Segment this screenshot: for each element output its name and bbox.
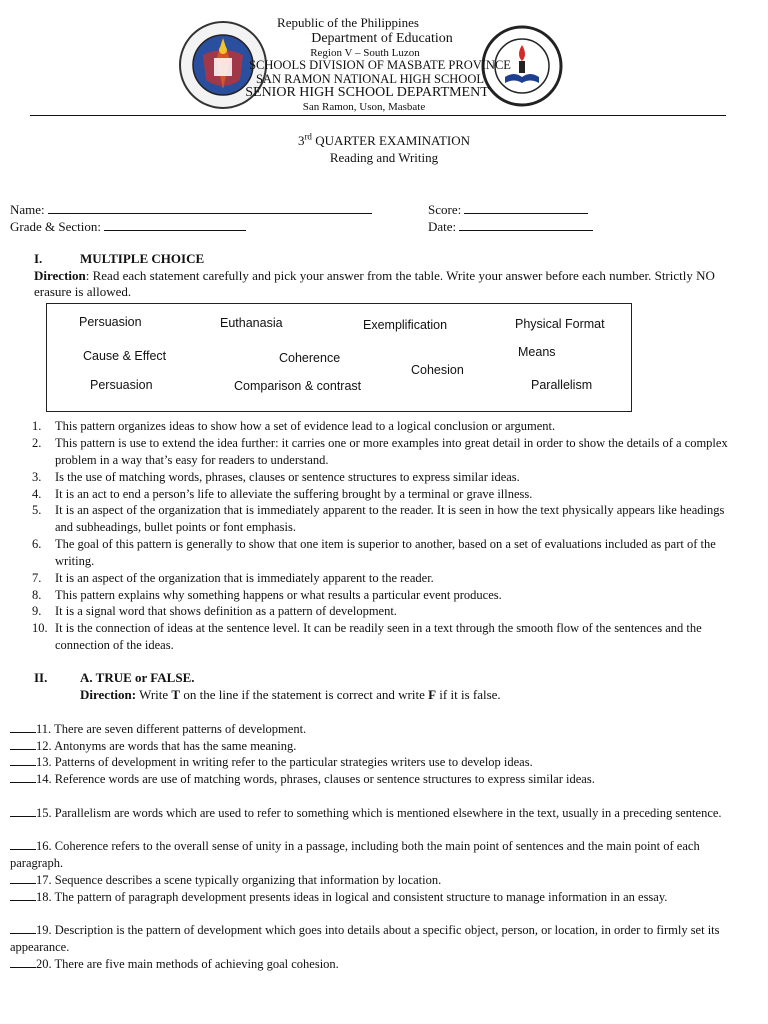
tf-item: 18. The pattern of paragraph development presents ideas in logical and consistent structure to manage information in an essay. [10,889,722,906]
answer-blank[interactable] [10,957,36,968]
answer-blank[interactable] [10,873,36,884]
score-field[interactable] [428,201,588,217]
mc-item: 10. It is the connection of ideas at the sentence level. It can be readily seen in a text through the smooth flow of the sentences and the connection of the ideas. [32,621,702,652]
exam-title: 3rd QUARTER EXAMINATION [297,131,471,148]
choice-item: Physical Format [515,317,605,331]
answer-blank[interactable] [10,923,36,934]
date-blank[interactable] [459,218,593,231]
choice-item: Coherence [279,351,341,365]
tf-item: 16. Coherence refers to the overall sense of unity in a passage, including both the main point of sentences and the main point of each paragraph. [10,839,700,870]
answer-blank[interactable] [10,772,36,783]
region-line: Region V – South Luzon [310,47,420,59]
tf-item: 15. Parallelism are words which are used to refer to something which is mentioned elsewhere in the text, usually in a preceding sentence. [10,805,722,822]
part2-direction: Direction: Write T on the line if the statement is correct and write F if it is false. [80,687,501,702]
choice-item: Persuasion [79,315,142,329]
answer-blank[interactable] [10,890,36,901]
score-blank[interactable] [464,201,588,214]
mc-item: 9. It is a signal word that shows definition as a pattern of development. [32,604,397,618]
part1-direction [34,268,724,300]
part1-direction-label: Direction [34,268,86,283]
answer-blank[interactable] [10,739,36,750]
mc-item: 4. It is an act to end a person’s life to alleviate the suffering brought by a terminal or grave illness. [32,487,533,501]
part1-direction-text: : Read each statement carefully and pick your answer from the table. Write your answer before each number. Strictly NO erasure is allowed. [34,268,715,299]
address-line: San Ramon, Uson, Masbate [302,101,426,113]
tf-item: 17. Sequence describes a scene typically organizing that information by location. [10,872,722,889]
school-line: SAN RAMON NATIONAL HIGH SCHOOL [255,72,484,86]
republic-line: Republic of the Philippines [277,15,419,30]
mc-item: 7. It is an aspect of the organization that is immediately apparent to the reader. [32,571,434,585]
header-divider [30,115,726,116]
mc-item: 2. This pattern is use to extend the idea further: it carries one or more examples into great detail in order to show the details of a complex problem in a way that’s easy for readers to understand. [32,436,728,467]
choice-item: Persuasion [90,378,153,392]
name-label: Name: [10,202,45,217]
mc-item: 6. The goal of this pattern is generally to show that one item is superior to another, based on a set of evaluations included as part of the writing. [32,537,716,568]
answer-blank[interactable] [10,755,36,766]
department-title: SENIOR HIGH SCHOOL DEPARTMENT [245,85,489,100]
answer-blank[interactable] [10,839,36,850]
score-label: Score: [428,202,462,217]
part1-numeral: I. [34,251,43,266]
mc-item: 3. Is the use of matching words, phrases, clauses or sentence structures to express similar ideas. [32,470,520,484]
exam-subject: Reading and Writing [329,150,439,165]
tf-item: 13. Patterns of development in writing refer to the particular strategies writers use to develop ideas. [10,754,722,771]
part2-numeral: II. [34,670,48,685]
part1-title: MULTIPLE CHOICE [80,251,205,266]
choice-item: Exemplification [363,318,448,332]
tf-item: 14. Reference words are use of matching words, phrases, clauses or sentence structures to express similar ideas. [10,771,722,788]
date-field[interactable] [428,218,593,234]
choice-item: Means [518,345,556,359]
department-line: Department of Education [311,31,453,46]
choice-item: Cohesion [411,363,464,377]
choice-item: Cause & Effect [83,349,167,363]
choice-item: Parallelism [531,378,593,392]
name-blank[interactable] [48,201,372,214]
choices-table [46,303,632,412]
tf-item: 11. There are seven different patterns of development. [10,721,722,738]
mc-item: 5. It is an aspect of the organization that is immediately apparent to the reader. It is seen in how the text physically appears like headings and subheadings, bullet points or font emphasis. [32,503,725,534]
name-field[interactable] [10,201,372,217]
tf-item: 12. Antonyms are words that has the same meaning. [10,738,722,755]
date-label: Date: [428,219,457,234]
part2-heading [34,670,195,685]
choice-item: Euthanasia [220,316,283,330]
tf-item: 20. There are five main methods of achieving goal cohesion. [10,956,722,973]
grade-section-blank[interactable] [104,218,246,231]
answer-blank[interactable] [10,806,36,817]
choice-item: Comparison & contrast [234,379,362,393]
mc-item: 8. This pattern explains why something happens or what results a particular event produces. [32,588,502,602]
grade-section-label: Grade & Section: [10,219,101,234]
division-line: SCHOOLS DIVISION OF MASBATE PROVINCE [249,58,511,72]
grade-section-field[interactable] [10,218,246,234]
part2-direction-label: Direction: [80,687,137,702]
answer-blank[interactable] [10,722,36,733]
tf-item: 19. Description is the pattern of development which goes into details about a specific object, person, or location, in order to firmly set its appearance. [10,923,720,954]
part2-title: A. TRUE or FALSE. [80,670,195,685]
mc-item: 1. This pattern organizes ideas to show how a set of evidence lead to a logical conclusion or argument. [32,419,556,433]
part1-heading [34,251,205,266]
